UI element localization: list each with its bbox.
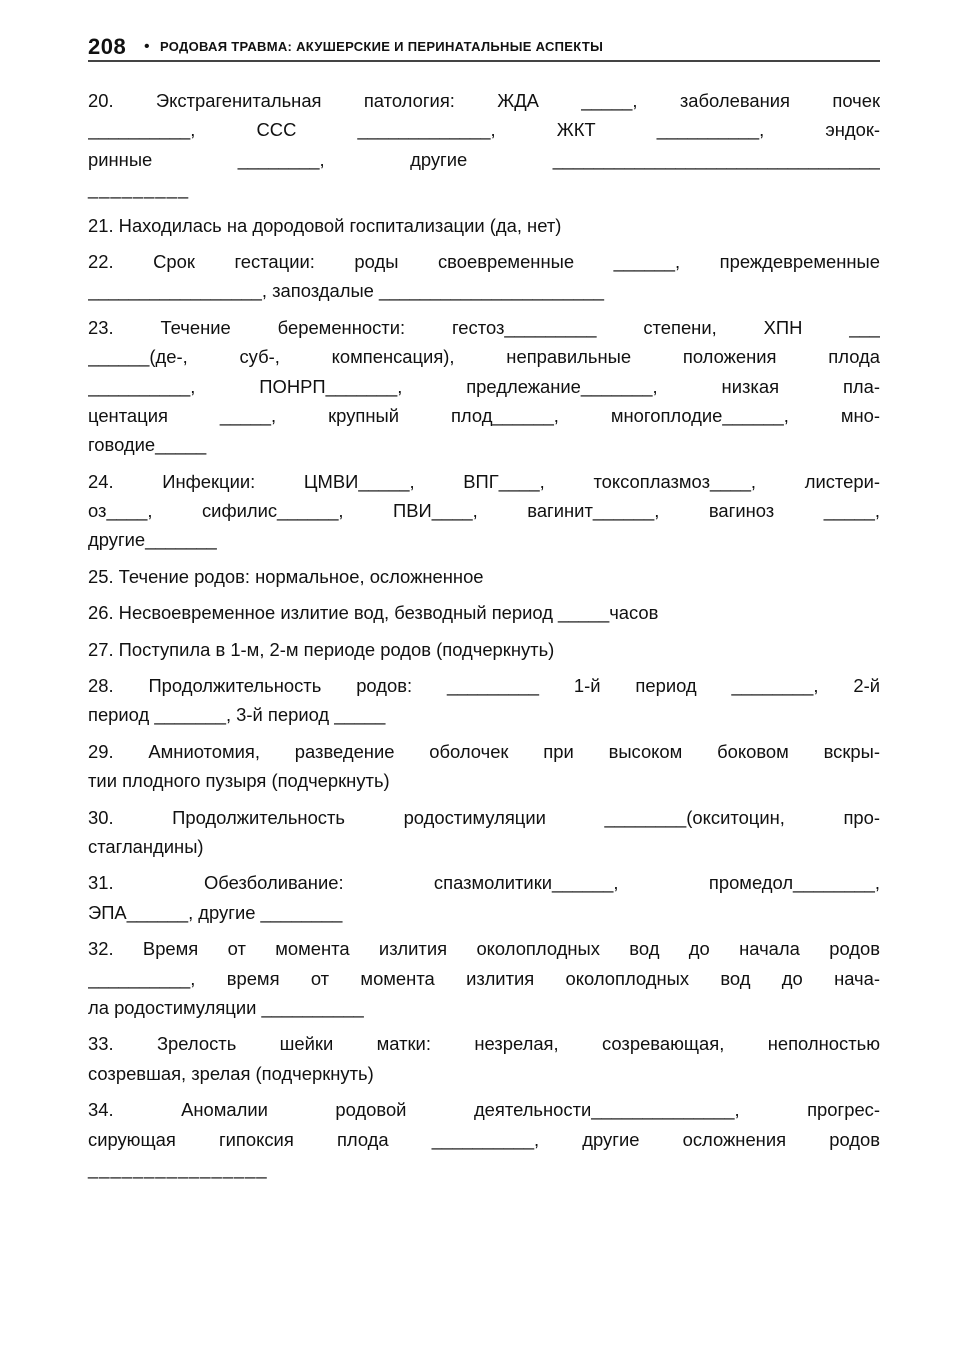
item-line: ______(де-, суб-, компенсация), неправильные положения плода: [88, 346, 880, 368]
item-21: [88, 211, 880, 240]
item-line: 21. Находилась на дородовой госпитализации (да, нет): [88, 214, 562, 236]
item-32: [88, 934, 880, 1022]
item-28: [88, 671, 880, 730]
blank-fill-line: _________: [88, 178, 190, 200]
item-line: 33. Зрелость шейки матки: незрелая, созревающая, неполностью: [88, 1033, 880, 1055]
item-27: [88, 635, 880, 664]
item-line: тии плодного пузыря (подчеркнуть): [88, 770, 390, 792]
item-line: 27. Поступила в 1-м, 2-м периоде родов (подчеркнуть): [88, 638, 555, 660]
item-line: ЭПА______, другие ________: [88, 901, 343, 923]
blank-fill-line: ________________: [88, 1157, 268, 1179]
item-line: __________, ССС _____________, ЖКТ __________, эндок-: [88, 119, 880, 141]
item-line: 20. Экстрагенитальная патология: ЖДА _____, заболевания почек: [88, 90, 880, 111]
item-line: период _______, 3-й период _____: [88, 704, 386, 726]
item-31: [88, 868, 880, 927]
header-title: РОДОВАЯ ТРАВМА: АКУШЕРСКИЕ И ПЕРИНАТАЛЬНЫЕ АСПЕКТЫ: [160, 39, 604, 54]
item-line: _________________, запоздалые ______________________: [88, 280, 605, 302]
blank-line: [88, 1154, 880, 1183]
item-line: 22. Срок гестации: роды своевременные ______, преждевременные: [88, 250, 880, 272]
item-line: __________, время от момента излития околоплодных вод до нача-: [88, 967, 880, 989]
item-line: созревшая, зрелая (подчеркнуть): [88, 1062, 374, 1084]
item-30: [88, 803, 880, 862]
item-24: [88, 467, 880, 555]
item-line: 26. Несвоевременное излитие вод, безводный период _____часов: [88, 602, 659, 624]
item-line: 29. Амниотомия, разведение оболочек при высоком боковом вскры-: [88, 740, 880, 762]
item-line: ринные ________, другие ________________________________: [88, 148, 880, 170]
questionnaire-items: [88, 86, 880, 1190]
header-bullet: •: [144, 38, 150, 55]
item-line: 30. Продолжительность родостимуляции ________(окситоцин, про-: [88, 806, 880, 828]
item-line: оз____, сифилис______, ПВИ____, вагинит______, вагиноз _____,: [88, 500, 880, 522]
item-line: ла родостимуляции __________: [88, 996, 364, 1018]
blank-line: [88, 174, 880, 203]
item-line: говодие_____: [88, 434, 207, 456]
item-line: 28. Продолжительность родов: _________ 1-й период ________, 2-й: [88, 675, 880, 697]
item-line: сирующая гипоксия плода __________, другие осложнения родов: [88, 1128, 880, 1150]
item-line: другие_______: [88, 529, 217, 551]
item-line: 24. Инфекции: ЦМВИ_____, ВПГ____, токсоплазмоз____, листери-: [88, 470, 880, 492]
item-34: [88, 1095, 880, 1183]
page-number: 208: [88, 34, 127, 59]
item-20: [88, 86, 880, 204]
header-rule: [88, 60, 880, 62]
item-line: 34. Аномалии родовой деятельности______________, прогрес-: [88, 1099, 880, 1121]
item-line: 31. Обезболивание: спазмолитики______, промедол________,: [88, 872, 880, 894]
item-line: __________, ПОНРП_______, предлежание_______, низкая пла-: [88, 375, 880, 397]
item-line: 25. Течение родов: нормальное, осложненное: [88, 565, 484, 587]
item-25: [88, 562, 880, 591]
item-29: [88, 737, 880, 796]
item-line: 32. Время от момента излития околоплодных вод до начала родов: [88, 938, 880, 960]
item-line: 23. Течение беременности: гестоз_________ степени, ХПН ___: [88, 316, 880, 338]
item-33: [88, 1029, 880, 1088]
item-line: центация _____, крупный плод______, многоплодие______, мно-: [88, 404, 880, 426]
item-22: [88, 247, 880, 306]
item-23: [88, 313, 880, 460]
item-26: [88, 598, 880, 627]
running-header: [88, 30, 880, 62]
item-line: стагландины): [88, 835, 204, 857]
